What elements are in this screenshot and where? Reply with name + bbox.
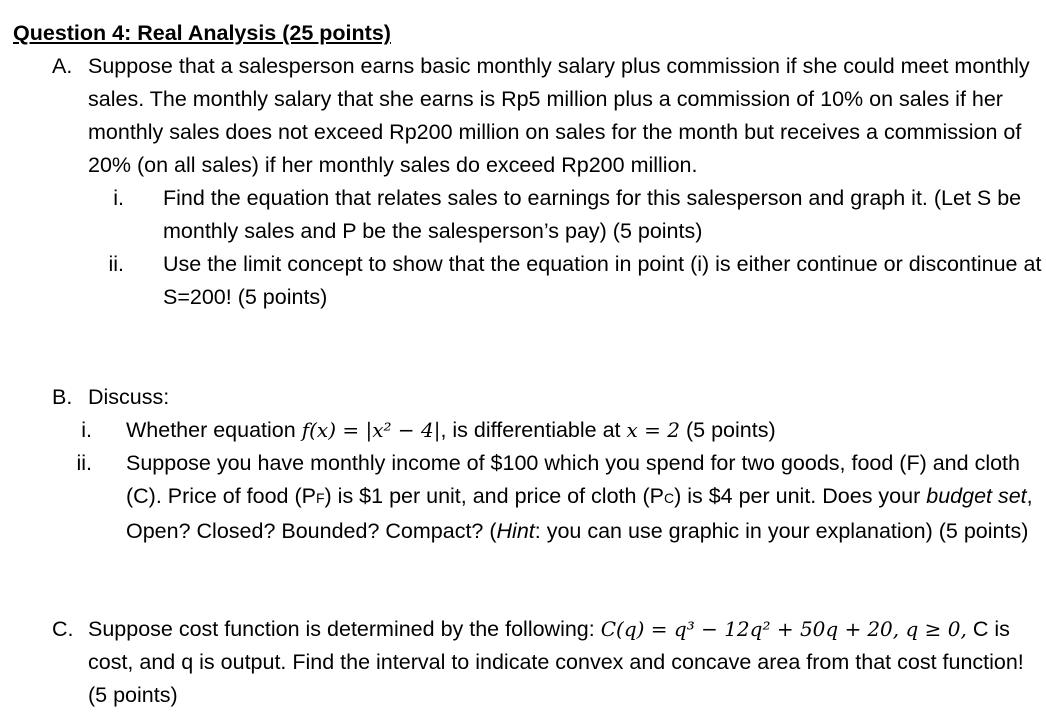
section-b-item-ii-part2: ) is $1 per unit, and price of cloth (P bbox=[324, 484, 664, 508]
section-b-heading: Discuss: bbox=[88, 385, 170, 409]
section-b-item-ii-part3: ) is $4 per unit. Does your bbox=[674, 484, 921, 508]
section-b-item-i-pre: Whether equation bbox=[126, 418, 296, 442]
section-c-post: C is cost, and q is output. Find the interval to indicate convex and concave area from that cost function! (5 points) bbox=[88, 617, 1024, 707]
point-equation: x = 2 bbox=[626, 418, 680, 442]
section-a-item-i-label: i. bbox=[113, 186, 124, 210]
section-b-item-i bbox=[52, 414, 1042, 447]
section-c-pre: Suppose cost function is determined by the following: bbox=[88, 617, 595, 641]
section-a bbox=[52, 50, 1042, 314]
section-b-item-i-label: i. bbox=[81, 418, 92, 442]
price-food-subscript: F bbox=[315, 490, 325, 506]
hint-emphasis: Hint bbox=[496, 519, 535, 543]
section-b bbox=[52, 381, 1042, 414]
section-b-item-ii bbox=[52, 447, 1042, 548]
cost-equation-part2: 20, q ≥ 0, bbox=[867, 617, 967, 641]
question-title: Question 4: Real Analysis (25 points) bbox=[13, 21, 391, 45]
section-b-label: B. bbox=[52, 385, 73, 409]
section-b-item-i-mid: , is differentiable at bbox=[440, 418, 621, 442]
section-b-item-ii-label: ii. bbox=[76, 451, 92, 475]
section-a-item-i-text: Find the equation that relates sales to earnings for this salesperson and graph it. (Let S be monthly sales and P be the salesperson’s pay) (5 points) bbox=[163, 186, 1022, 243]
section-c-label: C. bbox=[52, 617, 74, 641]
abs-equation: f(x) = |x² − 4| bbox=[301, 418, 441, 442]
section-a-label: A. bbox=[52, 54, 73, 78]
section-a-text: Suppose that a salesperson earns basic monthly salary plus commission if she could meet monthly sales. The monthly salary that she earns is Rp5 million plus a commission of 10% on sales if her monthly sales does not exceed Rp200 million on sales for the month but receives a commission of 20% (on all sales) if her monthly sales do exceed Rp200 million. bbox=[88, 54, 1030, 177]
section-b-item-ii-part5: : you can use graphic in your explanation) (5 points) bbox=[534, 519, 1029, 543]
section-b-item-i-post: (5 points) bbox=[685, 418, 776, 442]
section-b-item-ii-part4: , Open? Closed? Bounded? Compact? ( bbox=[126, 484, 1033, 543]
section-a-item-ii bbox=[88, 248, 1042, 314]
section-a-item-ii-label: ii. bbox=[108, 252, 124, 276]
price-cloth-subscript: C bbox=[663, 490, 675, 506]
section-b-list bbox=[52, 414, 1042, 548]
section-a-item-ii-text: Use the limit concept to show that the equation in point (i) is either continue or discontinue at S=200! (5 points) bbox=[163, 252, 1042, 309]
section-a-item-i bbox=[88, 182, 1042, 248]
cost-equation-part1: C(q) = q³ − 12q² + 50q + bbox=[600, 617, 862, 641]
section-b-item-ii-part1: Suppose you have monthly income of $100 which you spend for two goods, food (F) and cloth (C). Price of food (P bbox=[126, 451, 1020, 508]
section-c bbox=[52, 613, 1042, 712]
budget-set-emphasis: budget set bbox=[926, 484, 1027, 508]
